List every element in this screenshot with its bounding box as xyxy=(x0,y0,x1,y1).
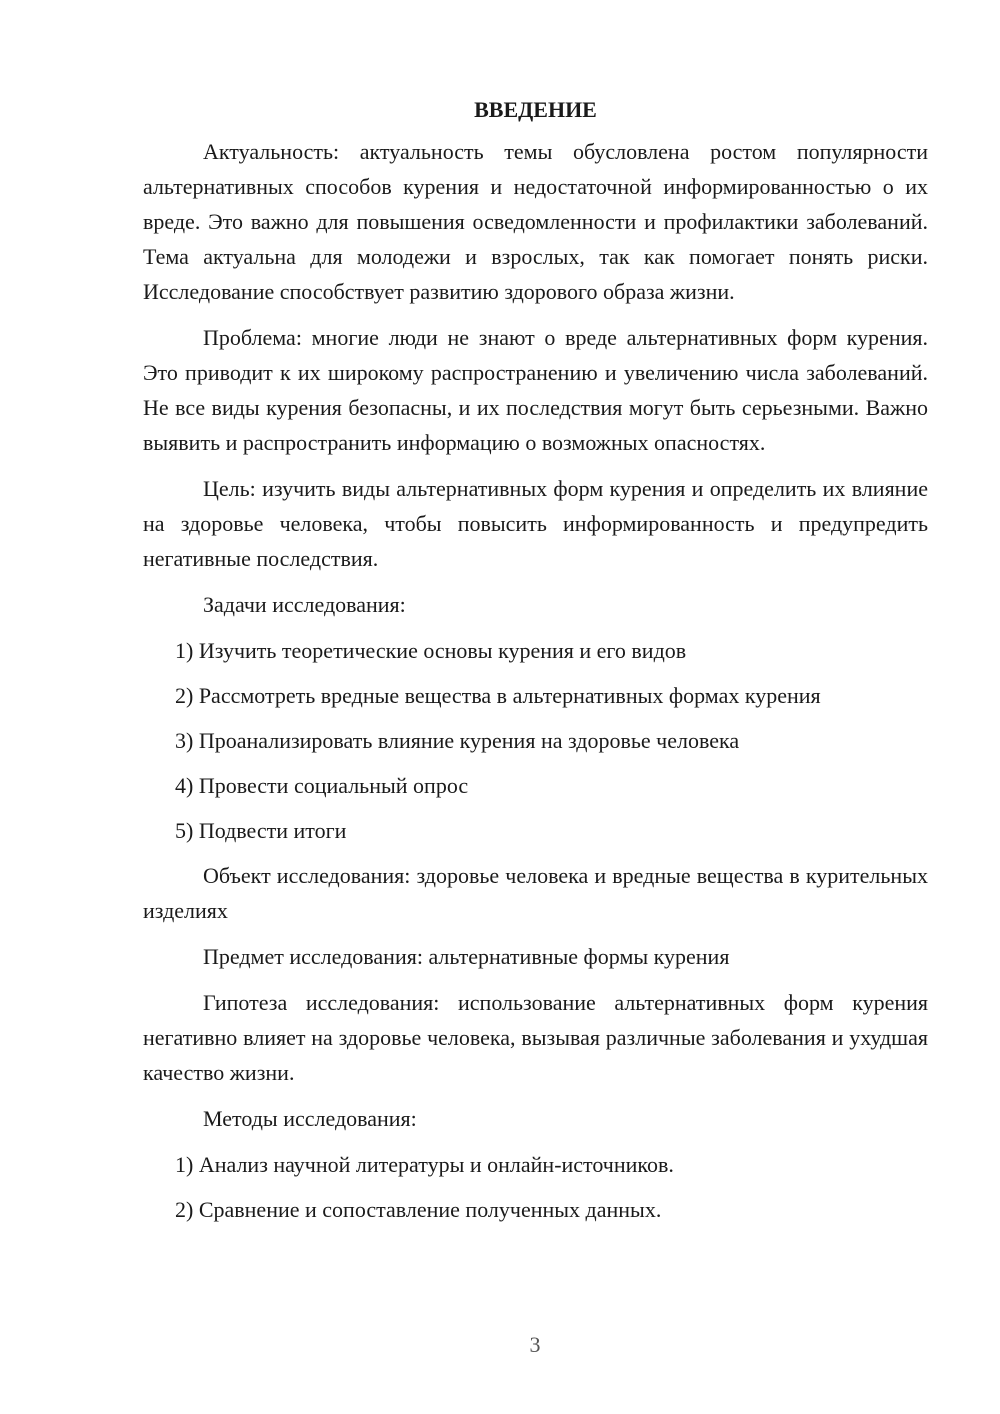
methods-list xyxy=(143,1147,928,1227)
list-item: 4) Провести социальный опрос xyxy=(175,773,469,798)
list-item: 3) Проанализировать влияние курения на здоровье человека xyxy=(175,728,740,753)
list-item: 1) Анализ научной литературы и онлайн-источников. xyxy=(175,1152,674,1177)
object-paragraph: Объект исследования: здоровье человека и вредные вещества в курительных изделиях xyxy=(143,863,928,923)
list-item: 5) Подвести итоги xyxy=(175,818,347,843)
relevance-paragraph: Актуальность: актуальность темы обусловлена ростом популярности альтернативных способов курения и недостаточной информированностью о их вреде. Это важно для повышения осведомленности и профилактики заболеваний. Тема актуальна для молодежи и взрослых, так как помогает понять риски. Исследование способствует развитию здорового образа жизни. xyxy=(143,139,928,304)
problem-paragraph: Проблема: многие люди не знают о вреде альтернативных форм курения. Это приводит к их широкому распространению и увеличению числа заболеваний. Не все виды курения безопасны, и их последствия могут быть серьезными. Важно выявить и распространить информацию о возможных опасностях. xyxy=(143,325,928,455)
list-item: 2) Рассмотреть вредные вещества в альтернативных формах курения xyxy=(175,683,821,708)
document-page xyxy=(143,92,928,1237)
subject-paragraph: Предмет исследования: альтернативные формы курения xyxy=(203,944,730,969)
hypothesis-paragraph: Гипотеза исследования: использование альтернативных форм курения негативно влияет на здоровье человека, вызывая различные заболевания и ухудшая качество жизни. xyxy=(143,990,928,1085)
tasks-heading: Задачи исследования: xyxy=(203,592,406,617)
page-number: 3 xyxy=(529,1332,541,1357)
methods-heading: Методы исследования: xyxy=(203,1106,417,1131)
list-item: 2) Сравнение и сопоставление полученных данных. xyxy=(175,1197,662,1222)
section-title: ВВЕДЕНИЕ xyxy=(474,97,597,122)
tasks-list xyxy=(143,633,928,848)
list-item: 1) Изучить теоретические основы курения и его видов xyxy=(175,638,687,663)
goal-paragraph: Цель: изучить виды альтернативных форм курения и определить их влияние на здоровье человека, чтобы повысить информированность и предупредить негативные последствия. xyxy=(143,476,928,571)
